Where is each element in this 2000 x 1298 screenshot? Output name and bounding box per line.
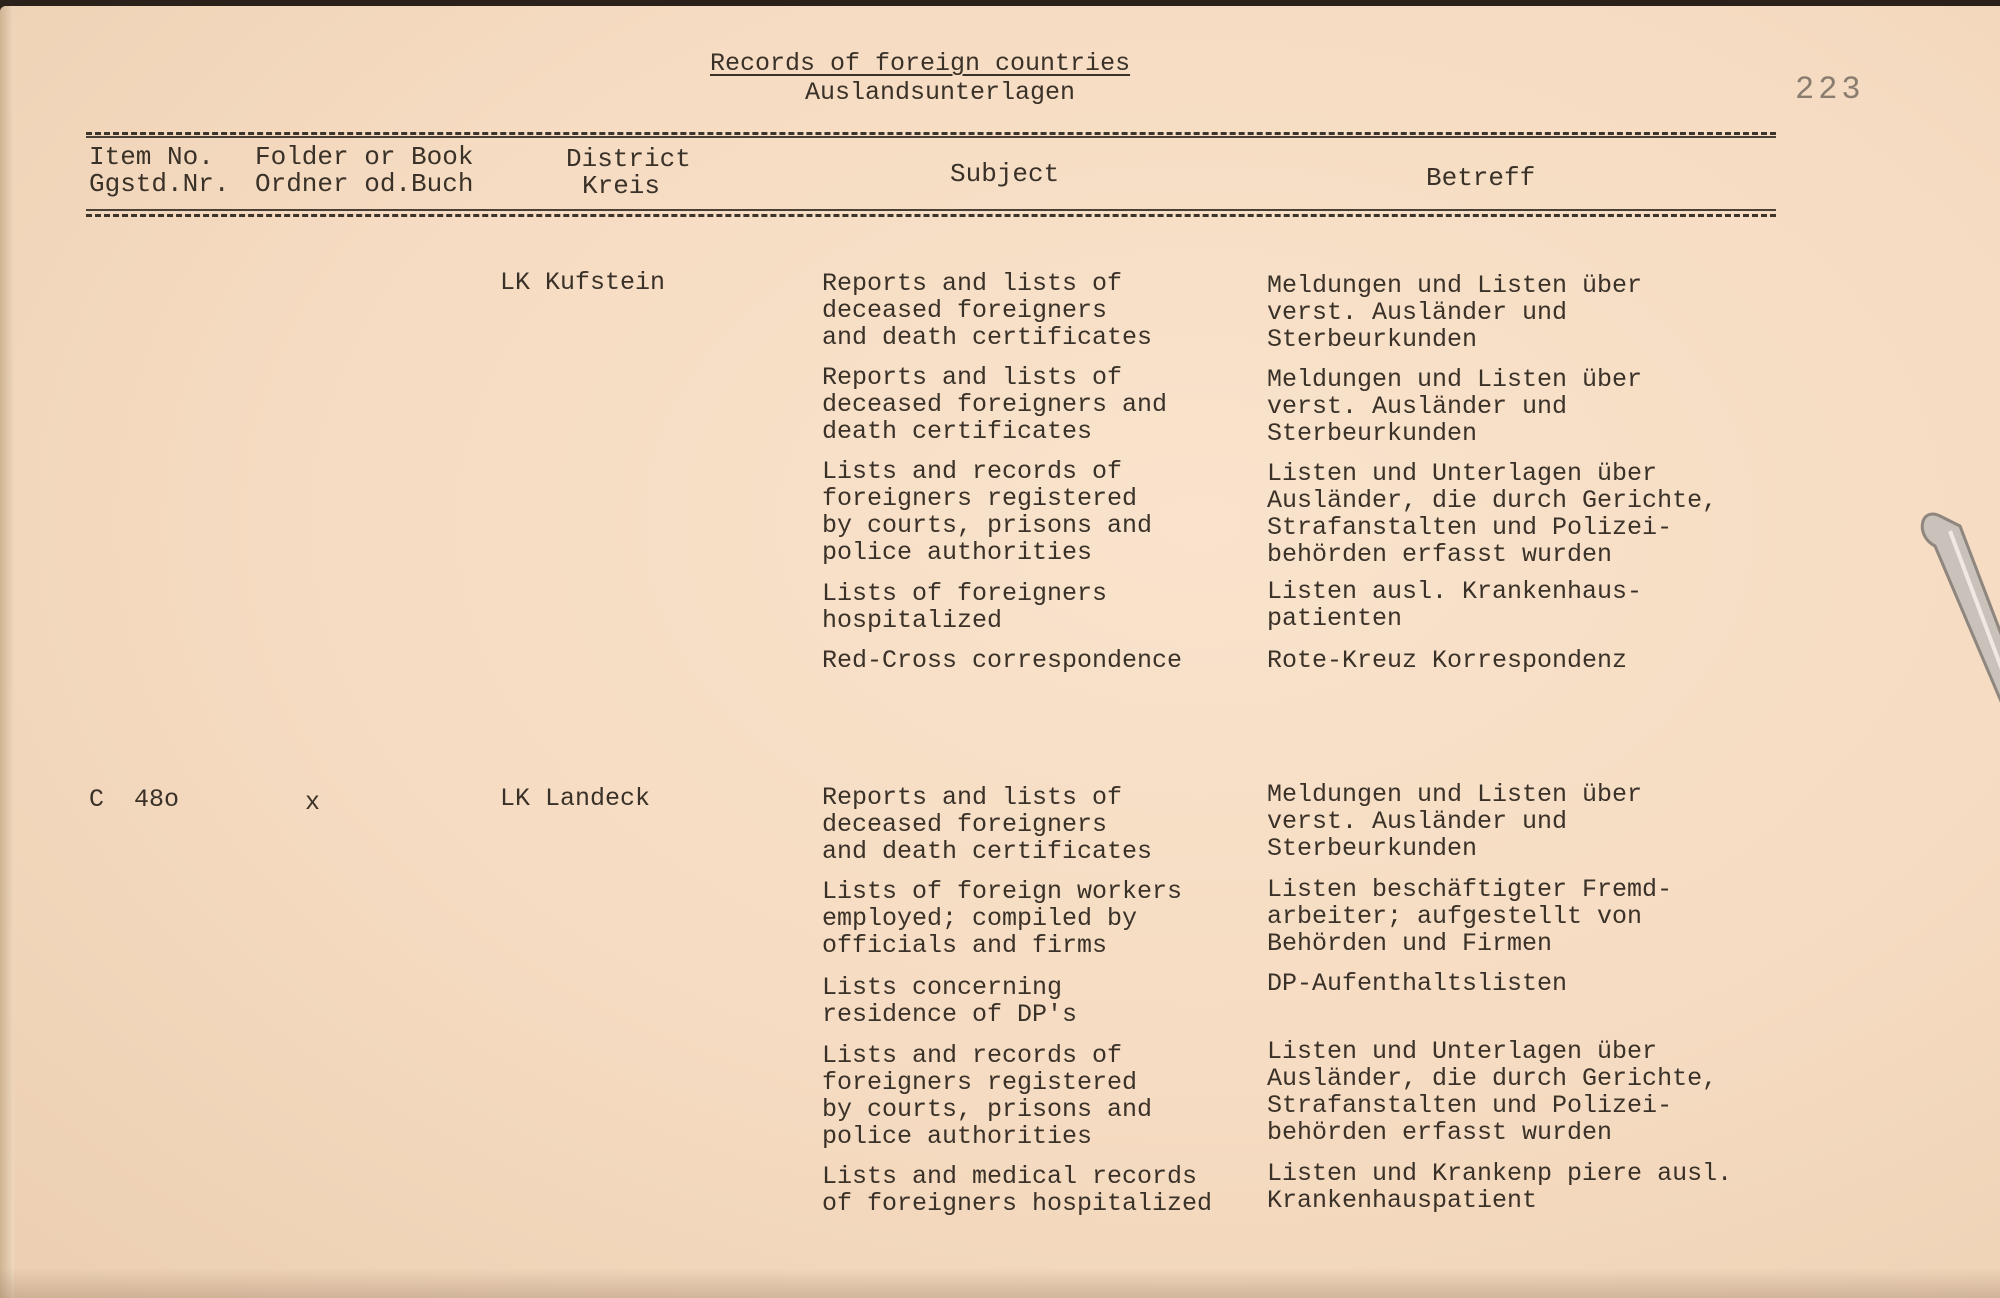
header-bottom-rule xyxy=(86,209,1776,211)
document-page xyxy=(0,6,2000,1298)
header-top-rule xyxy=(86,132,1776,135)
betreff-cell: Meldungen und Listen über verst. Ausländer und Sterbeurkunden xyxy=(1267,780,1643,863)
subject-cell: Reports and lists of deceased foreigners and death certificates xyxy=(822,783,1153,866)
header-betreff: Betreff xyxy=(1426,163,1536,193)
subject-cell: Lists and records of foreigners registered by courts, prisons and police authorities xyxy=(822,457,1153,567)
header-top-rule-2 xyxy=(86,136,1776,138)
page-subtitle: Auslandsunterlagen xyxy=(805,78,1076,107)
page-bottom-edge xyxy=(0,1268,2000,1298)
betreff-cell: Meldungen und Listen über verst. Ausländer und Sterbeurkunden xyxy=(1267,271,1643,354)
header-subject: Subject xyxy=(950,159,1060,189)
district-cell: LK Kufstein xyxy=(500,268,666,297)
item-number-cell: C 48o xyxy=(89,785,180,814)
district-cell: LK Landeck xyxy=(500,784,651,813)
page-number: 223 xyxy=(1795,71,1865,108)
subject-cell: Lists and records of foreigners registered by courts, prisons and police authorities xyxy=(822,1041,1153,1151)
folder-cell: x xyxy=(305,788,321,817)
betreff-cell: Listen und Unterlagen über Ausländer, die durch Gerichte, Strafanstalten und Polizei- behörden erfasst wurden xyxy=(1267,1037,1718,1147)
subject-cell: Lists of foreigners hospitalized xyxy=(822,579,1108,635)
betreff-cell: Listen und Krankenp piere ausl. Krankenhauspatient xyxy=(1267,1159,1733,1215)
subject-cell: Red-Cross correspondence xyxy=(822,646,1183,675)
betreff-cell: DP-Aufenthaltslisten xyxy=(1267,969,1568,998)
page-title: Records of foreign countries xyxy=(710,49,1131,78)
header-folder-en: Folder or Book xyxy=(255,142,474,172)
subject-cell: Lists of foreign workers employed; compiled by officials and firms xyxy=(822,877,1183,960)
header-folder-de: Ordner od.Buch xyxy=(255,169,474,199)
binding-edge xyxy=(0,6,14,1298)
header-bottom-rule-2 xyxy=(86,214,1776,217)
subject-cell: Reports and lists of deceased foreigners and death certificates xyxy=(822,269,1153,352)
paper-clip xyxy=(1920,506,2000,766)
betreff-cell: Listen und Unterlagen über Ausländer, die durch Gerichte, Strafanstalten und Polizei- behörden erfasst wurden xyxy=(1267,459,1718,569)
betreff-cell: Listen beschäftigter Fremd- arbeiter; aufgestellt von Behörden und Firmen xyxy=(1267,875,1673,958)
betreff-cell: Rote-Kreuz Korrespondenz xyxy=(1267,646,1628,675)
subject-cell: Lists and medical records of foreigners hospitalized xyxy=(822,1162,1213,1218)
header-district-de: Kreis xyxy=(582,171,661,201)
betreff-cell: Meldungen und Listen über verst. Ausländer und Sterbeurkunden xyxy=(1267,365,1643,448)
header-item-en: Item No. xyxy=(89,142,214,172)
header-district-en: District xyxy=(566,144,691,174)
subject-cell: Lists concerning residence of DP's xyxy=(822,973,1078,1029)
betreff-cell: Listen ausl. Krankenhaus- patienten xyxy=(1267,577,1643,633)
subject-cell: Reports and lists of deceased foreigners and death certificates xyxy=(822,363,1168,446)
header-item-de: Ggstd.Nr. xyxy=(89,169,230,199)
